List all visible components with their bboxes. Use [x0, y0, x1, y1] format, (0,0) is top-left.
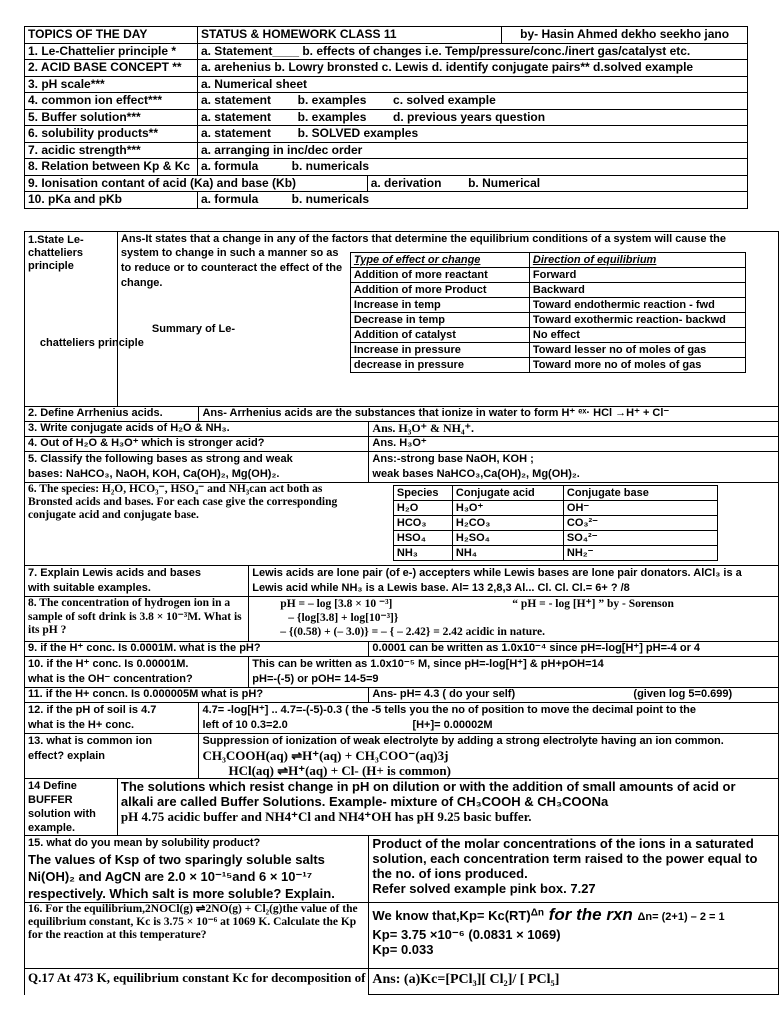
effect-row — [350, 298, 745, 313]
qa-row-5 — [25, 452, 779, 483]
q12-answer-line2: left of 10 0.3=2.0 — [202, 719, 288, 731]
topic-name: 9. Ionisation contant of acid (Ka) and base (Kb) — [25, 175, 368, 192]
topic-row — [25, 43, 748, 60]
q16-answer-line2: Kp= 3.75 ×10⁻⁶ (0.0831 × 1069) — [372, 927, 561, 942]
topic-row — [25, 142, 748, 159]
qa-row-8 — [25, 597, 779, 642]
conj-acid-cell: NH₄ — [452, 546, 563, 561]
q13-answer-line1: Suppression of ionization of weak electrolyte by adding a strong electrolyte having an ion common. — [202, 735, 724, 747]
q14-answer — [117, 779, 778, 836]
effect-cell: Increase in temp — [350, 298, 529, 313]
direction-cell: Toward lesser no of moles of gas — [529, 343, 745, 358]
q3-question: 3. Write conjugate acids of H₂O & NH₃. — [25, 422, 369, 437]
q17-question: Q.17 At 473 K, equilibrium constant Kc for decomposition of — [25, 969, 369, 995]
qa-row-7 — [25, 566, 779, 597]
qa-row-13 — [25, 734, 779, 779]
topic-row — [25, 192, 748, 209]
direction-cell: Backward — [529, 283, 745, 298]
effect-cell: decrease in pressure — [350, 358, 529, 373]
conjugate-row — [393, 516, 717, 531]
q12-question-line2: what is the H+ conc. — [28, 719, 135, 731]
q2-question: 2. Define Arrhenius acids. — [25, 407, 199, 422]
topics-table — [24, 26, 748, 209]
topic-status: a. formula b. numericals — [197, 192, 747, 209]
topic-name: 1. Le-Chattelier principle * — [25, 43, 198, 60]
q14-question: 14 Define BUFFER solution with example. — [25, 779, 118, 836]
q5-question-line2: bases: NaHCO₃, NaOH, KOH, Ca(OH)₂, Mg(OH)₂. — [28, 468, 280, 480]
q5-question — [25, 452, 369, 483]
conjugate-row — [393, 531, 717, 546]
q11-question: 11. if the H+ concn. Is 0.000005M what is pH? — [25, 688, 369, 703]
q5-answer-line2: weak bases NaHCO₃,Ca(OH)₂, Mg(OH)₂. — [372, 468, 580, 480]
topic-row — [25, 60, 748, 77]
q10-answer-line1: This can be written as 1.0x10⁻⁵ M, since pH=-log[H⁺] & pH+pOH=14 — [252, 658, 604, 670]
q6-table-cell — [369, 483, 778, 566]
species-cell: HSO₄ — [393, 531, 452, 546]
q5-answer — [369, 452, 778, 483]
q3-answer: Ans. H₃O⁺ & NH₄⁺. — [369, 422, 778, 437]
qa-row-3 — [25, 422, 779, 437]
q16-answer-line3: Kp= 0.033 — [372, 942, 434, 957]
conjugate-row — [393, 546, 717, 561]
q8-answer-line1: pH = – log [3.8 × 10 ⁻³] — [280, 598, 393, 610]
topic-name: 2. ACID BASE CONCEPT ** — [25, 60, 198, 77]
topic-name: 4. common ion effect*** — [25, 93, 198, 110]
qa-row-11 — [25, 688, 779, 703]
q8-question: 8. The concentration of hydrogen ion in a sample of soft drink is 3.8 × 10⁻³M. What is its pH ? — [25, 597, 249, 642]
q15-question-line1: 15. what do you mean by solubility product? — [28, 837, 261, 849]
effect-cell: Addition of catalyst — [350, 328, 529, 343]
topic-status: a. arehenius b. Lowry bronsted c. Lewis d. identify conjugate pairs** d.solved example — [197, 60, 747, 77]
topic-status: a. formula b. numericals — [197, 159, 747, 176]
q12-answer-line1: 4.7= -log[H⁺] .. 4.7=-(-5)-0.3 ( the -5 tells you the no of position to move the decimal point to the — [202, 704, 696, 716]
qa-row-1 — [25, 232, 779, 407]
topic-name: 5. Buffer solution*** — [25, 109, 198, 126]
q7-question — [25, 566, 249, 597]
q10-question — [25, 657, 249, 688]
conj-base-cell: OH⁻ — [563, 501, 717, 516]
conj-base-header: Conjugate base — [563, 486, 717, 501]
topic-row — [25, 159, 748, 176]
q1-label-cell — [25, 232, 118, 407]
effect-cell: Decrease in temp — [350, 313, 529, 328]
q9-question: 9. if the H⁺ conc. Is 0.0001M. what is the pH? — [25, 642, 369, 657]
q8-sorenson: “ pH = - log [H⁺] ” by - Sorenson — [512, 598, 674, 610]
topic-status: a. statement b. examples c. solved example — [197, 93, 747, 110]
qa-table — [24, 231, 779, 995]
direction-cell: Toward endothermic reaction - fwd — [529, 298, 745, 313]
conjugate-row — [393, 501, 717, 516]
topics-header-row — [25, 27, 748, 44]
topic-status — [367, 175, 747, 192]
direction-header: Direction of equilibrium — [529, 253, 745, 268]
q10-question-line1: 10. if the H⁺ conc. Is 0.00001M. — [28, 658, 189, 670]
q12-result: [H+]= 0.00002M — [412, 719, 493, 731]
q7-question-line2: with suitable examples. — [28, 582, 151, 594]
q13-question-line1: 13. what is common ion — [28, 735, 153, 747]
topic-status: a. statement b. SOLVED examples — [197, 126, 747, 143]
topic-row — [25, 76, 748, 93]
topics-header-title: TOPICS OF THE DAY — [25, 27, 198, 44]
effect-cell: Increase in pressure — [350, 343, 529, 358]
conj-acid-cell: H₃O⁺ — [452, 501, 563, 516]
effect-row — [350, 343, 745, 358]
q7-answer-line1: Lewis acids are lone pair (of e-) accepters while Lewis bases are lone pair donators. AlCl₃ is a — [252, 567, 742, 579]
q5-question-line1: 5. Classify the following bases as strong and weak — [28, 453, 293, 465]
q16-formula: We know that,Kp= Kc(RT) — [372, 908, 531, 923]
species-cell: NH₃ — [393, 546, 452, 561]
topic-name: 3. pH scale*** — [25, 76, 198, 93]
q10-answer — [249, 657, 778, 688]
q4-question: 4. Out of H₂O & H₃O⁺ which is stronger acid? — [25, 437, 369, 452]
q15-answer-line2: Refer solved example pink box. 7.27 — [372, 881, 596, 896]
conj-acid-header: Conjugate acid — [452, 486, 563, 501]
topic-status-b: b. Numerical — [468, 175, 541, 190]
species-header: Species — [393, 486, 452, 501]
q4-answer: Ans. H₃O⁺ — [369, 437, 778, 452]
conj-base-cell: CO₃²⁻ — [563, 516, 717, 531]
q11-answer: Ans- pH= 4.3 ( do your self) — [372, 688, 516, 700]
q16-delta-n-value: Δn= (2+1) – 2 = 1 — [637, 911, 725, 923]
q15-answer-line1: Product of the molar concentrations of the ions in a saturated solution, each concentration term raised to the power equal to the no. of ions produced. — [372, 836, 758, 881]
q13-answer — [199, 734, 778, 779]
topic-row — [25, 93, 748, 110]
effect-header: Type of effect or change — [350, 253, 529, 268]
topics-header-author: by- Hasin Ahmed dekho seekho jano — [502, 27, 748, 44]
topic-name: 7. acidic strength*** — [25, 142, 198, 159]
conj-acid-cell: H₂CO₃ — [452, 516, 563, 531]
direction-cell: Toward more no of moles of gas — [529, 358, 745, 373]
q11-answer-cell — [369, 688, 778, 703]
effect-row — [350, 268, 745, 283]
effect-row — [350, 283, 745, 298]
qa-row-4 — [25, 437, 779, 452]
species-cell: H₂O — [393, 501, 452, 516]
topic-status: a. statement b. examples d. previous years question — [197, 109, 747, 126]
q17-answer: Ans: (a)Kc=[PCl₃][ Cl₂]/ [ PCl₅] — [369, 969, 778, 995]
q13-question — [25, 734, 199, 779]
direction-cell: Forward — [529, 268, 745, 283]
topic-name: 10. pKa and pKb — [25, 192, 198, 209]
effect-cell: Addition of more Product — [350, 283, 529, 298]
q7-answer — [249, 566, 778, 597]
q12-question-line1: 12. if the pH of soil is 4.7 — [28, 704, 157, 716]
q16-for-rxn: for the rxn — [544, 905, 638, 924]
q6-question: 6. The species: H₂O, HCO₃⁻, HSO₄⁻ and NH₃can act both as Bronsted acids and bases. For each case give the corresponding conjugate acid and conjugate base. — [25, 483, 369, 566]
q10-answer-line2: pH=-(-5) or pOH= 14-5=9 — [252, 673, 379, 685]
topics-header-status: STATUS & HOMEWORK CLASS 11 — [197, 27, 501, 44]
topic-status: a. Numerical sheet — [197, 76, 747, 93]
topic-status-a: a. derivation — [370, 175, 442, 190]
topic-name: 6. solubility products** — [25, 126, 198, 143]
conj-base-cell: NH₂⁻ — [563, 546, 717, 561]
qa-row-6 — [25, 483, 779, 566]
topic-row — [25, 109, 748, 126]
topic-row — [25, 175, 748, 192]
q2-answer: Ans- Arrhenius acids are the substances that ionize in water to form H⁺ ᵉˣ· HCl →H⁺ + Cl⁻ — [199, 407, 778, 422]
q15-answer — [369, 836, 778, 903]
q13-equation-1: CH₃COOH(aq) ⇌H⁺(aq) + CH₃COO⁻(aq)3j — [202, 748, 449, 763]
topic-status: a. Statement____ b. effects of changes i.e. Temp/pressure/conc./inert gas/catalyst etc. — [197, 43, 747, 60]
q12-question — [25, 703, 199, 734]
q8-answer-line2: – {log[3.8] + log[10⁻³]} — [288, 612, 399, 624]
species-cell: HCO₃ — [393, 516, 452, 531]
le-chatelier-table — [350, 252, 746, 373]
direction-cell: No effect — [529, 328, 745, 343]
q16-question: 16. For the equilibrium,2NOCl(g) ⇌2NO(g) + Cl₂(g)the value of the equilibrium constant, Kc is 3.75 × 10⁻⁶ at 1069 K. Calculate the Kp for the reaction at this temperature? — [25, 903, 369, 969]
q12-answer — [199, 703, 778, 734]
q1-summary: Summary of Le-chatteliers principle — [39, 323, 236, 349]
q13-equation-2: HCl(aq) ⇌H⁺(aq) + Cl- (H+ is common) — [228, 763, 451, 778]
conjugate-table — [393, 485, 718, 561]
effect-row — [350, 358, 745, 373]
q5-answer-line1: Ans:-strong base NaOH, KOH ; — [372, 453, 534, 465]
q8-answer — [249, 597, 778, 642]
q16-answer — [369, 903, 778, 969]
direction-cell: Toward exothermic reaction- backwd — [529, 313, 745, 328]
conj-base-cell: SO₄²⁻ — [563, 531, 717, 546]
q8-answer-line3: – {(0.58) + (– 3.0)} = – { – 2.42} = 2.42 acidic in nature. — [280, 626, 545, 638]
effect-row — [350, 328, 745, 343]
qa-row-14 — [25, 779, 779, 836]
q9-answer: 0.0001 can be written as 1.0x10⁻⁴ since pH=-log[H⁺] pH=-4 or 4 — [369, 642, 778, 657]
q1-answer-rest: system to change in such a manner so as to reduce or to counteract the effect of the change. — [120, 247, 343, 289]
effect-cell: Addition of more reactant — [350, 268, 529, 283]
q13-question-line2: effect? explain — [28, 750, 106, 762]
q7-question-line1: 7. Explain Lewis acids and bases — [28, 567, 202, 579]
topic-row — [25, 126, 748, 143]
qa-row-16 — [25, 903, 779, 969]
q14-answer-line2: alkali are called Buffer Solutions. Example- mixture of CH₃COOH & CH₃COONa — [120, 794, 609, 809]
q7-answer-line2: Lewis acid while NH₃ is a Lewis base. Al= 13 2,8,3 Al... Cl. Cl. Cl.= 6+ ? /8 — [252, 582, 630, 594]
qa-row-10 — [25, 657, 779, 688]
conjugate-header-row — [393, 486, 717, 501]
q15-question — [25, 836, 369, 903]
topic-name: 8. Relation between Kp & Kc — [25, 159, 198, 176]
conj-acid-cell: H₂SO₄ — [452, 531, 563, 546]
q15-question-line2: The values of Ksp of two sparingly soluble salts Ni(OH)₂ and AgCN are 2.0 × 10⁻¹⁵and 6 × 10⁻¹⁷ respectively. Which salt is more soluble? Explain. — [28, 852, 335, 901]
qa-row-15 — [25, 836, 779, 903]
q14-answer-line3: pH 4.75 acidic buffer and NH4⁺Cl and NH4⁺OH has pH 9.25 basic buffer. — [120, 809, 532, 824]
effect-row — [350, 313, 745, 328]
q11-given: (given log 5=0.699) — [633, 688, 733, 700]
qa-row-12 — [25, 703, 779, 734]
qa-row-9 — [25, 642, 779, 657]
q16-delta-n: Δn — [530, 907, 544, 919]
qa-row-17 — [25, 969, 779, 995]
q1-answer-line1: Ans-It states that a change in any of the factors that determine the equilibrium conditions of a system will cause the — [120, 233, 727, 245]
q14-answer-line1: The solutions which resist change in pH on dilution or with the addition of small amounts of acid or — [120, 779, 736, 794]
q1-label: 1.State Le-chatteliers principle — [28, 234, 84, 272]
qa-row-2 — [25, 407, 779, 422]
q10-question-line2: what is the OH⁻ concentration? — [28, 673, 193, 685]
topic-status: a. arranging in inc/dec order — [197, 142, 747, 159]
